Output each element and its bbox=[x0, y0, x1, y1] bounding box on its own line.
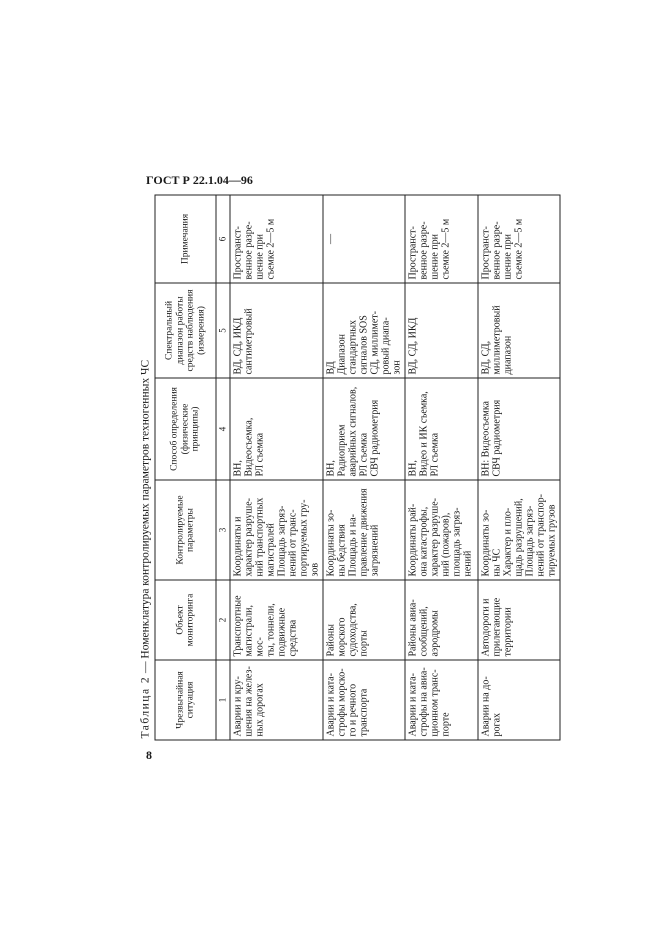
cell-parameters: Координаты и характер разруше- ний транспортных магистралей Площадь загряз- нений от транс- портируемых гру- зов bbox=[230, 480, 323, 580]
table-row bbox=[230, 195, 323, 740]
document-header: ГОСТ Р 22.1.04—96 bbox=[146, 173, 253, 187]
table-caption bbox=[136, 196, 154, 741]
table-row bbox=[323, 195, 405, 740]
column-header-parameters: Контролируемые параметры bbox=[155, 480, 216, 580]
cell-situation: Аварии на до- рогах bbox=[478, 660, 560, 740]
column-number: 5 bbox=[216, 283, 230, 378]
cell-notes: Пространст- венное разре- шение при съемке 2—5 м bbox=[405, 195, 478, 283]
nomenclature-table bbox=[154, 195, 560, 741]
column-header-situation: Чрезвычайная ситуация bbox=[155, 660, 216, 740]
table-caption-label: Таблица 2 bbox=[139, 675, 151, 739]
cell-method: ВН, Видеосъемка, РЛ съемка bbox=[230, 378, 323, 480]
cell-spectral-range: ВД, СД, миллиметровый диапазон bbox=[478, 283, 560, 378]
cell-object: Автодороги и прилегающие территории bbox=[478, 580, 560, 660]
column-number: 2 bbox=[216, 580, 230, 660]
cell-object: Районы морского судоходства, порты bbox=[323, 580, 405, 660]
cell-object: Районы авиа- сообщений, аэродромы bbox=[405, 580, 478, 660]
cell-situation: Аварии и кру- шения на желез- ных дорогах bbox=[230, 660, 323, 740]
column-number: 3 bbox=[216, 480, 230, 580]
column-header-notes: Примечания bbox=[155, 195, 216, 283]
table-row bbox=[405, 195, 478, 740]
rotated-table-block bbox=[136, 196, 557, 741]
cell-object: Транспортные магистрали, мос- ты, тоннели, подвижные средства bbox=[230, 580, 323, 660]
column-header-method: Способ определения (физические принципы) bbox=[155, 378, 216, 480]
cell-method: ВН, Радиоприем аварийных сигналов, РЛ съемка СВЧ радиометрия bbox=[323, 378, 405, 480]
cell-spectral-range: ВД, СД, ИКД сантиметровый bbox=[230, 283, 323, 378]
page-number: 8 bbox=[146, 748, 152, 762]
table-header-row bbox=[155, 195, 216, 740]
cell-notes: Пространст- венное разре- шение при съемке 2—5 м bbox=[230, 195, 323, 283]
column-number: 6 bbox=[216, 195, 230, 283]
cell-parameters: Координаты зо- ны ЧС Характер и пло- щадь разрушений, Площадь загряз- нений от транспор- тируемых грузов bbox=[478, 480, 560, 580]
cell-parameters: Координаты зо- ны бедствия Площадь и на- правление движения загрязнений bbox=[323, 480, 405, 580]
cell-spectral-range: ВД Диапазон стандартных сигналов SOS СД, миллимет- ровый диапа- зон bbox=[323, 283, 405, 378]
cell-parameters: Координаты рай- она катастрофы, характер разруше- ний (пожаров), площадь загряз- нений bbox=[405, 480, 478, 580]
cell-notes: — bbox=[323, 195, 405, 283]
cell-spectral-range: ВД, СД, ИКД bbox=[405, 283, 478, 378]
column-number-row bbox=[216, 195, 230, 740]
cell-situation: Аварии и ката- строфы на авиа- ционном транс- порте bbox=[405, 660, 478, 740]
table-caption-text: — Номенклатура контролируемых параметров техногенных ЧС bbox=[139, 359, 151, 676]
table-row bbox=[478, 195, 560, 740]
column-header-spectral-range: Спектральный диапазон работы средств наблюдения (измерения) bbox=[155, 283, 216, 378]
column-number: 4 bbox=[216, 378, 230, 480]
cell-notes: Пространст- венное разре- шение при съемке 2—5 м bbox=[478, 195, 560, 283]
column-header-object: Объект мониторинга bbox=[155, 580, 216, 660]
column-number: 1 bbox=[216, 660, 230, 740]
cell-situation: Аварии и ката- строфы морско- го и речного транспорта bbox=[323, 660, 405, 740]
cell-method: ВН: Видеосъемка СВЧ радиометрия bbox=[478, 378, 560, 480]
cell-method: ВН, Видео и ИК съемка, РЛ съемка bbox=[405, 378, 478, 480]
